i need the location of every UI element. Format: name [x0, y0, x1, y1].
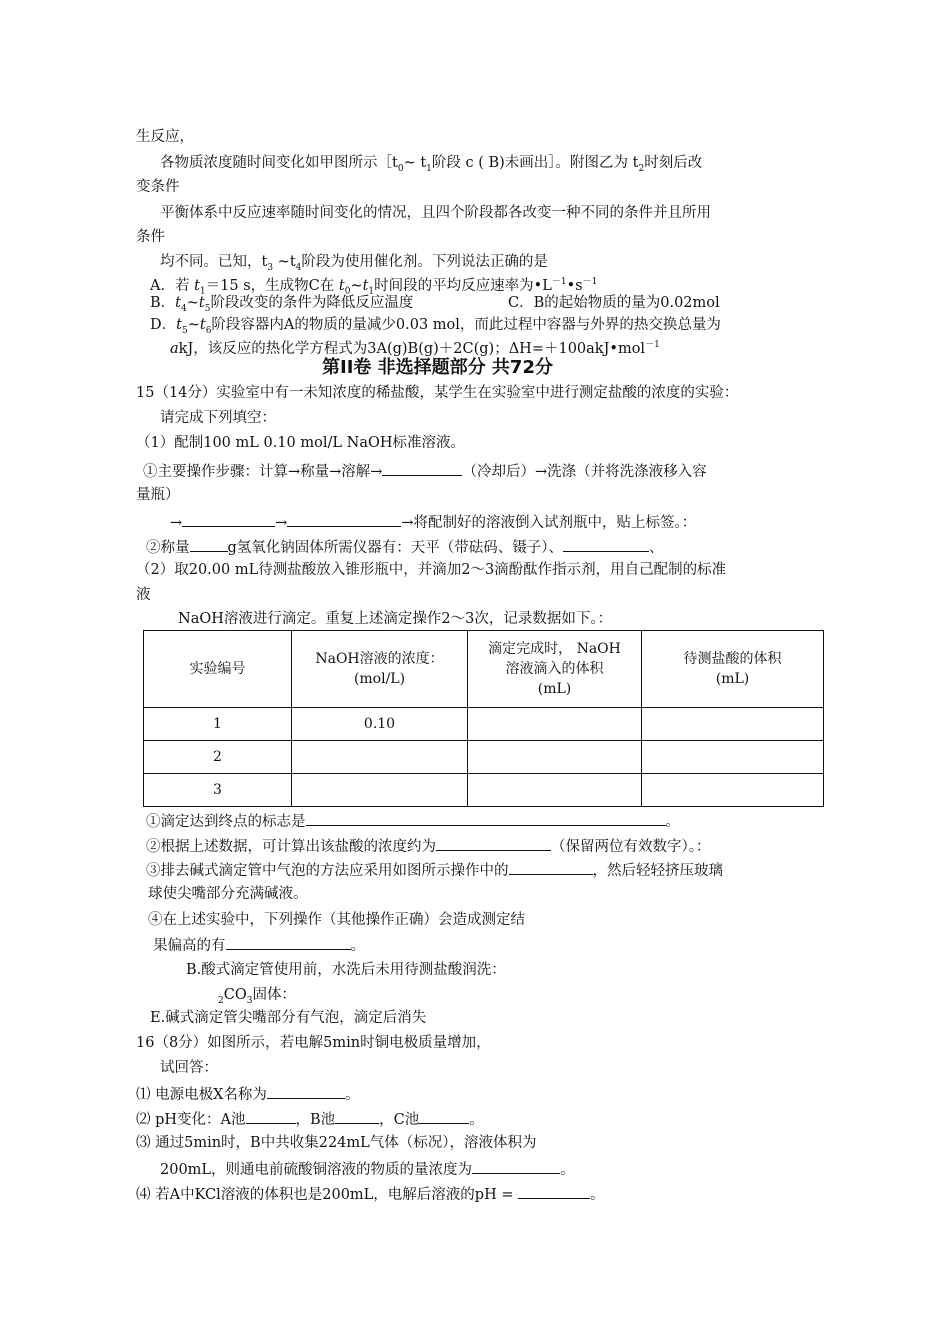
q14-option-a: A．若 $t_1=15$ s，生成物C在 $t_0\sim t_1$时间段的平均反应速率为$•L^{-1}•s^{-1}$ [150, 277, 598, 297]
q15-part-2-cont2: NaOH溶液进行滴定。重复上述滴定操作2～3次，记录数据如下。： [178, 611, 613, 627]
q15-step-1: ①主要操作步骤：计算→称量→溶解→ （冷却后）→洗涤（并将洗涤液移入容 [143, 460, 707, 482]
answer-blank[interactable] [419, 1108, 469, 1124]
q15-part-1: （1）配制100 mL 0.10 mol/L NaOH标准溶液。 [136, 435, 465, 451]
q15-option-b: B.酸式滴定管使用前，水洗后未用待测盐酸润洗： [186, 962, 506, 978]
q14-line-6: 均不同。已知，$t_3$ $\sim t_4$阶段为使用催化剂。下列说法正确的是 [160, 254, 548, 273]
q15-intro: 15（14分）实验室中有一未知浓度的稀盐酸，某学生在实验室中进行测定盐酸的浓度的实验： [136, 385, 739, 401]
answer-blank[interactable] [335, 1108, 379, 1124]
answer-blank[interactable] [563, 536, 649, 552]
table-cell[interactable] [292, 741, 468, 774]
q15-item-1: ①滴定达到终点的标志是 。 [146, 810, 680, 832]
table-cell: 0.10 [292, 708, 468, 741]
q15-step-1-cont: 量瓶） [136, 487, 180, 503]
answer-blank[interactable] [267, 1083, 345, 1099]
answer-blank[interactable] [472, 1158, 560, 1174]
q14-line-3: 变条件 [136, 179, 180, 195]
q16-item-3: ⑶ 通过5min时，B中共收集224mL气体（标况），溶液体积为 [136, 1135, 537, 1151]
answer-blank[interactable] [518, 1183, 590, 1199]
q14-line-5: 条件 [136, 229, 165, 245]
q14-option-d-cont: akJ，该反应的热化学方程式为3A(g)B(g)＋2C(g)；ΔH=＋100akJ•mol$^{-1}$ [170, 340, 660, 357]
data-table [143, 630, 824, 807]
table-cell[interactable] [642, 774, 824, 807]
q15-step-2: ②称量 g氢氧化钠固体所需仪器有：天平（带砝码、镊子）、 、 [146, 536, 664, 558]
table-cell[interactable] [468, 708, 642, 741]
q15-prompt: 请完成下列填空： [160, 410, 276, 426]
q15-item-4: ④在上述实验中，下列操作（其他操作正确）会造成测定结 [148, 912, 525, 928]
q14-line-4: 平衡体系中反应速率随时间变化的情况，且四个阶段都各改变一种不同的条件并且所用 [160, 205, 711, 221]
q14-option-d: D．$t_5\sim t_6$阶段容器内A的物质的量减少0.03 mol，而此过程中容器与外界的热交换总量为 [150, 317, 721, 336]
table-header-row [144, 631, 824, 708]
table-cell[interactable] [468, 774, 642, 807]
q15-step-1-cont2: → → →将配制好的溶液倒入试剂瓶中，贴上标签。： [170, 511, 696, 533]
q16-item-1: ⑴ 电源电极X名称为 。 [136, 1083, 359, 1105]
answer-blank[interactable] [509, 859, 593, 875]
table-cell[interactable] [292, 774, 468, 807]
answer-blank[interactable] [190, 536, 228, 552]
q14-line-2: 各物质浓度随时间变化如甲图所示$[t_0\sim$ $t_1$阶段 c ( B)未画出］。附图乙为 $t_2$时刻后改 [160, 155, 703, 174]
q15-item-4-cont: 果偏高的有 。 [153, 934, 365, 956]
table-header: 待测盐酸的体积 (mL) [642, 631, 824, 708]
answer-blank[interactable] [382, 460, 462, 476]
table-cell[interactable] [642, 741, 824, 774]
q16-item-2: ⑵ pH变化：A池 ，B池 ，C池 。 [136, 1108, 484, 1130]
table-header: 滴定完成时， NaOH 溶液滴入的体积 (mL) [468, 631, 642, 708]
q14-line-1: 生反应， [136, 129, 194, 145]
q15-part-2-cont: 液 [136, 587, 151, 603]
table-cell: 3 [144, 774, 292, 807]
q15-item-2: ②根据上述数据，可计算出该盐酸的浓度约为 （保留两位有效数字）。： [146, 835, 711, 857]
answer-blank[interactable] [306, 810, 666, 826]
q16-item-3-cont: 200mL，则通电前硫酸铜溶液的物质的量浓度为 。 [160, 1158, 575, 1180]
table-row [144, 741, 824, 774]
table-header: 实验编号 [144, 631, 292, 708]
q16-intro: 16（8分）如图所示，若电解5min时铜电极质量增加， [136, 1035, 491, 1051]
q16-prompt: 试回答： [160, 1060, 218, 1076]
table-row [144, 708, 824, 741]
answer-blank[interactable] [246, 1108, 296, 1124]
answer-blank[interactable] [287, 511, 401, 527]
table-cell: 1 [144, 708, 292, 741]
q15-item-3-cont: 球使尖嘴部分充满碱液。 [148, 886, 308, 902]
answer-blank[interactable] [182, 511, 275, 527]
section-title: 第II卷 非选择题部分 共72分 [322, 357, 553, 378]
table-cell[interactable] [468, 741, 642, 774]
table-row [144, 774, 824, 807]
q14-option-b: B．$t_4\sim t_5$阶段改变的条件为降低反应温度 [150, 295, 414, 314]
q15-item-3: ③排去碱式滴定管中气泡的方法应采用如图所示操作中的 ，然后轻轻挤压玻璃 [146, 859, 723, 881]
answer-blank[interactable] [436, 835, 551, 851]
table-header: NaOH溶液的浓度： (mol/L) [292, 631, 468, 708]
q16-item-4: ⑷ 若A中KCl溶液的体积也是200mL，电解后溶液的pH = 。 [136, 1183, 605, 1205]
answer-blank[interactable] [226, 934, 351, 950]
q15-part-2: （2）取20.00 mL待测盐酸放入锥形瓶中，并滴加2～3滴酚酞作指示剂，用自己配制的标准 [136, 562, 727, 578]
q14-option-c: C．B的起始物质的量为0.02mol [508, 295, 720, 311]
table-cell: 2 [144, 741, 292, 774]
q15-option-e: E.碱式滴定管尖嘴部分有气泡，滴定后消失 [150, 1010, 427, 1026]
q15-option-co3: $_2CO_3$固体： [218, 987, 296, 1006]
table-cell[interactable] [642, 708, 824, 741]
